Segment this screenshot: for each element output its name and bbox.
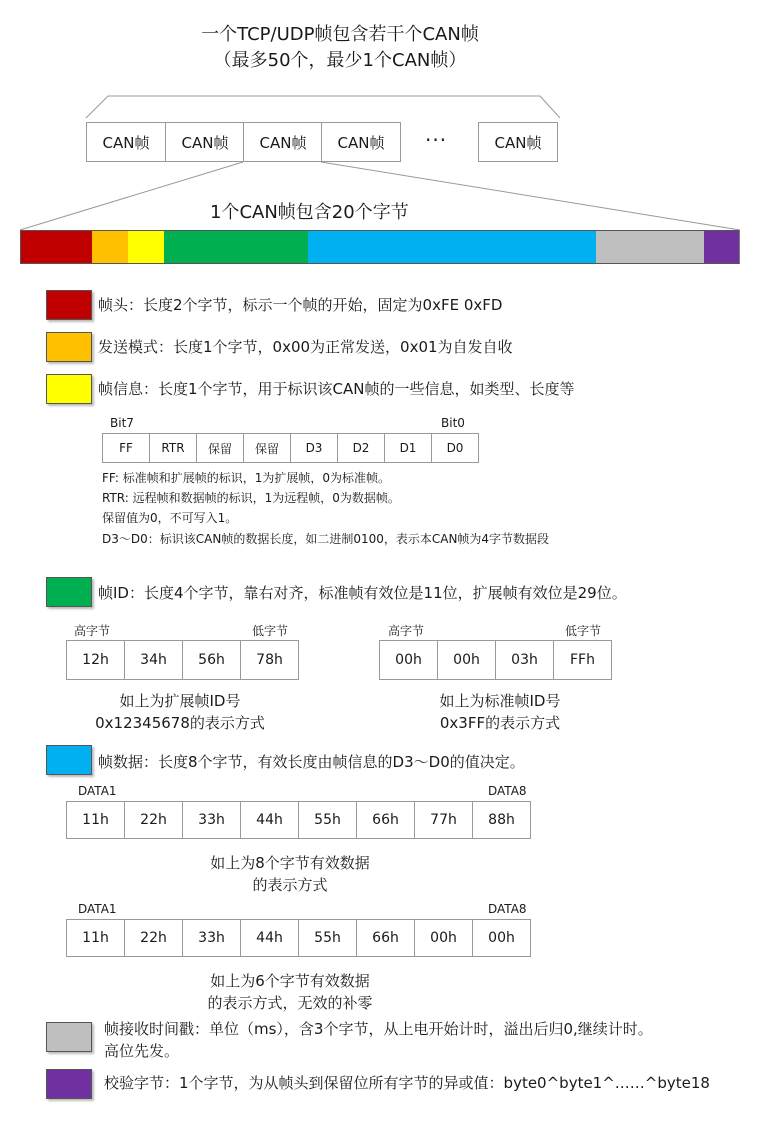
byte-check bbox=[704, 230, 740, 264]
id-std-caption bbox=[400, 690, 600, 734]
id-ext-byte: 12h bbox=[66, 640, 125, 680]
byte-data-2 bbox=[344, 230, 381, 264]
byte-time-2 bbox=[632, 230, 669, 264]
swatch-checksum bbox=[46, 1069, 92, 1099]
data-byte: 11h bbox=[66, 919, 125, 957]
data-byte: 44h bbox=[240, 919, 299, 957]
id-std-byte: FFh bbox=[553, 640, 612, 680]
legend-data: 帧数据：长度8个字节，有效长度由帧信息的D3～D0的值决定。 bbox=[98, 753, 525, 771]
id-ext-byte: 78h bbox=[240, 640, 299, 680]
data-byte: 55h bbox=[298, 919, 357, 957]
data-byte: 11h bbox=[66, 801, 125, 839]
can-frame-box-4 bbox=[321, 122, 401, 162]
frame-info-note-reserved: 保留值为0，不可写入1。 bbox=[102, 511, 238, 525]
legend-header: 帧头：长度2个字节，标示一个帧的开始，固定为0xFE 0xFD bbox=[98, 296, 503, 314]
bit7-label: Bit7 bbox=[110, 416, 134, 430]
bit-cell-ff: FF bbox=[102, 433, 150, 463]
can-frame-label: CAN帧 bbox=[337, 133, 385, 152]
data1-last-label: DATA8 bbox=[488, 784, 527, 798]
data-example-1-table bbox=[66, 801, 531, 839]
frame-info-note-ff: FF: 标准帧和扩展帧的标识，1为扩展帧，0为标准帧。 bbox=[102, 471, 391, 485]
frame-info-note-rtr: RTR: 远程帧和数据帧的标识，1为远程帧，0为数据帧。 bbox=[102, 491, 400, 505]
data-ex2-caption-line2: 的表示方式，无效的补零 bbox=[207, 994, 373, 1012]
swatch-timestamp bbox=[46, 1022, 92, 1052]
byte-header-1 bbox=[20, 230, 57, 264]
id-extended-table bbox=[66, 640, 299, 680]
byte-header-2 bbox=[56, 230, 93, 264]
bit-cell-d1: D1 bbox=[384, 433, 432, 463]
data-ex1-caption-line1: 如上为8个字节有效数据 bbox=[210, 854, 370, 872]
can-frame-label: CAN帧 bbox=[181, 133, 229, 152]
id-std-high-label: 高字节 bbox=[388, 624, 425, 638]
swatch-id bbox=[46, 577, 92, 607]
swatch-mode bbox=[46, 332, 92, 362]
can-frame-box-2 bbox=[165, 122, 245, 162]
byte-id-4 bbox=[272, 230, 309, 264]
data-byte: 33h bbox=[182, 801, 241, 839]
id-ext-caption-line2: 0x12345678的表示方式 bbox=[95, 714, 265, 732]
data-byte: 33h bbox=[182, 919, 241, 957]
byte-strip-title: 1个CAN帧包含20个字节 bbox=[210, 202, 409, 223]
data2-last-label: DATA8 bbox=[488, 902, 527, 916]
can-frame-box-1 bbox=[86, 122, 166, 162]
data-byte: 77h bbox=[414, 801, 473, 839]
byte-id-3 bbox=[236, 230, 273, 264]
frame-info-note-length: D3～D0：标识该CAN帧的数据长度，如二进制0100，表示本CAN帧为4字节数据段 bbox=[102, 532, 550, 546]
byte-data-8 bbox=[560, 230, 597, 264]
byte-time-1 bbox=[596, 230, 633, 264]
legend-checksum: 校验字节：1个字节，为从帧头到保留位所有字节的异或值：byte0^byte1^……^byte18 bbox=[104, 1074, 710, 1092]
byte-mode bbox=[92, 230, 129, 264]
bit-cell-d3: D3 bbox=[290, 433, 338, 463]
data-byte: 00h bbox=[472, 919, 531, 957]
id-std-byte: 00h bbox=[437, 640, 496, 680]
id-std-caption-line2: 0x3FF的表示方式 bbox=[439, 714, 561, 732]
data-example-2-caption bbox=[160, 970, 420, 1014]
legend-timestamp-line2: 高位先发。 bbox=[104, 1042, 180, 1060]
data-byte: 55h bbox=[298, 801, 357, 839]
bit-cell-reserved-1: 保留 bbox=[196, 433, 244, 463]
data-ex2-caption-line1: 如上为6个字节有效数据 bbox=[210, 972, 370, 990]
bit-cell-d0: D0 bbox=[431, 433, 479, 463]
data-example-1-caption bbox=[170, 852, 410, 896]
byte-data-4 bbox=[416, 230, 453, 264]
bit0-label: Bit0 bbox=[441, 416, 465, 430]
id-std-byte: 00h bbox=[379, 640, 438, 680]
byte-id-1 bbox=[164, 230, 201, 264]
data-byte: 44h bbox=[240, 801, 299, 839]
can-frame-label: CAN帧 bbox=[102, 133, 150, 152]
legend-info: 帧信息：长度1个字节，用于标识该CAN帧的一些信息，如类型、长度等 bbox=[98, 380, 575, 398]
byte-data-7 bbox=[524, 230, 561, 264]
swatch-header bbox=[46, 290, 92, 320]
byte-data-5 bbox=[452, 230, 489, 264]
byte-id-2 bbox=[200, 230, 237, 264]
data-byte: 66h bbox=[356, 801, 415, 839]
title-line-1: 一个TCP/UDP帧包含若干个CAN帧 bbox=[201, 24, 479, 45]
legend-mode: 发送模式：长度1个字节，0x00为正常发送，0x01为自发自收 bbox=[98, 338, 513, 356]
bit-cell-reserved-2: 保留 bbox=[243, 433, 291, 463]
byte-time-3 bbox=[668, 230, 705, 264]
can-frame-box-3 bbox=[243, 122, 323, 162]
can-frame-label: CAN帧 bbox=[259, 133, 307, 152]
legend-timestamp-line1: 帧接收时间戳：单位（ms），含3个字节，从上电开始计时，溢出后归0,继续计时。 bbox=[104, 1020, 653, 1038]
byte-data-6 bbox=[488, 230, 525, 264]
data-byte: 22h bbox=[124, 919, 183, 957]
id-std-low-label: 低字节 bbox=[565, 624, 602, 638]
id-std-caption-line1: 如上为标准帧ID号 bbox=[439, 692, 561, 710]
frame-info-bit-table bbox=[102, 433, 479, 463]
swatch-info bbox=[46, 374, 92, 404]
can-frame-box-last bbox=[478, 122, 558, 162]
legend-timestamp bbox=[104, 1018, 653, 1062]
title-line-2: （最多50个，最少1个CAN帧） bbox=[213, 50, 467, 71]
data-byte: 66h bbox=[356, 919, 415, 957]
legend-id: 帧ID：长度4个字节，靠右对齐，标准帧有效位是11位，扩展帧有效位是29位。 bbox=[98, 584, 627, 602]
id-std-byte: 03h bbox=[495, 640, 554, 680]
data-ex1-caption-line2: 的表示方式 bbox=[252, 876, 328, 894]
ellipsis: ··· bbox=[425, 128, 448, 152]
id-ext-high-label: 高字节 bbox=[74, 624, 111, 638]
byte-info bbox=[128, 230, 165, 264]
data-byte: 00h bbox=[414, 919, 473, 957]
bit-cell-rtr: RTR bbox=[149, 433, 197, 463]
byte-data-1 bbox=[308, 230, 345, 264]
data2-first-label: DATA1 bbox=[78, 902, 117, 916]
can-frame-label: CAN帧 bbox=[494, 133, 542, 152]
data-example-2-table bbox=[66, 919, 531, 957]
id-ext-caption bbox=[80, 690, 280, 734]
id-ext-byte: 34h bbox=[124, 640, 183, 680]
id-ext-byte: 56h bbox=[182, 640, 241, 680]
swatch-data bbox=[46, 745, 92, 775]
data-byte: 22h bbox=[124, 801, 183, 839]
data1-first-label: DATA1 bbox=[78, 784, 117, 798]
byte-data-3 bbox=[380, 230, 417, 264]
id-ext-low-label: 低字节 bbox=[252, 624, 289, 638]
data-byte: 88h bbox=[472, 801, 531, 839]
bit-cell-d2: D2 bbox=[337, 433, 385, 463]
id-standard-table bbox=[379, 640, 612, 680]
id-ext-caption-line1: 如上为扩展帧ID号 bbox=[119, 692, 241, 710]
